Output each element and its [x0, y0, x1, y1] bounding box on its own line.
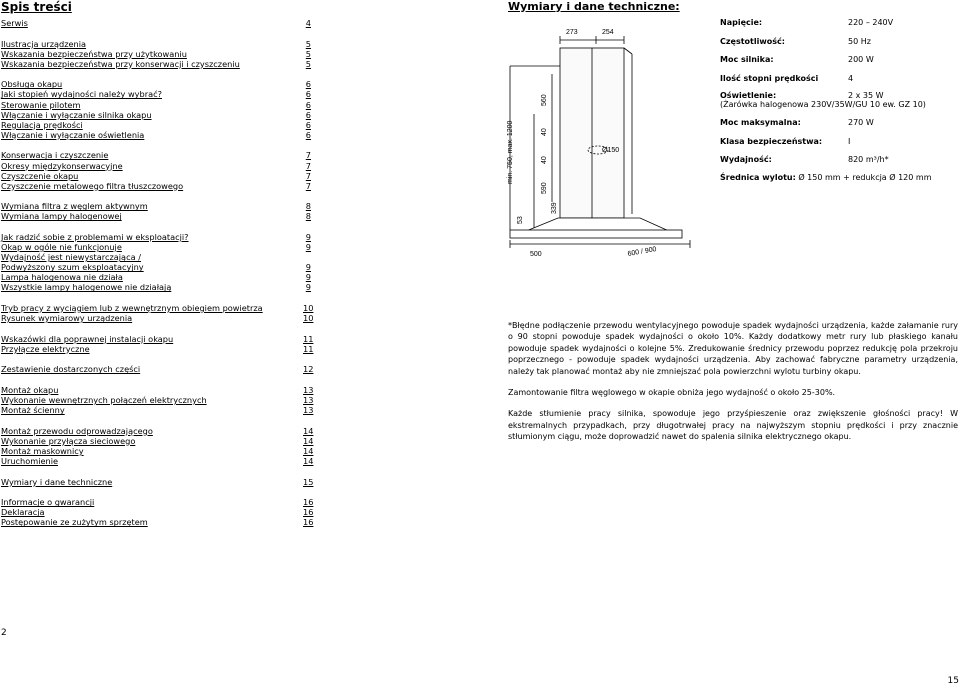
spec-motor-label: Moc silnika: — [720, 55, 774, 64]
dim-600-900: 600 / 900 — [627, 246, 658, 258]
toc-entry-label: Wydajność jest niewystarczająca / — [1, 252, 141, 263]
toc-entry-label: Uruchomienie — [1, 456, 59, 467]
spec-frequency — [720, 37, 871, 46]
spec-outlet-value: Ø 150 mm + redukcja Ø 120 mm — [798, 173, 932, 182]
dim-40-bottom: 40 — [541, 156, 548, 164]
dim-40-top: 40 — [541, 128, 548, 136]
toc-entry-page: 13 — [303, 385, 314, 396]
spec-speeds-label: Ilość stopni prędkości — [720, 74, 819, 83]
spec-speeds-value: 4 — [848, 74, 854, 83]
toc-entry-page: 9 — [305, 272, 311, 283]
toc-entry[interactable] — [1, 364, 314, 375]
toc-entry[interactable] — [1, 343, 314, 354]
toc-entry-label: Włączanie i wyłączanie oświetlenia — [1, 129, 145, 140]
toc-entry-label: Wymiana filtra z węglem aktywnym — [1, 201, 148, 212]
toc-entry-page: 15 — [303, 476, 314, 487]
spec-max-power-label: Moc maksymalna: — [720, 118, 801, 127]
toc-entry-page: 14 — [303, 435, 314, 446]
toc-entry-label: Wszystkie lampy halogenowe nie działają — [1, 282, 172, 293]
toc-entry-label: Wykonanie wewnętrznych połączeń elektrycznych — [1, 395, 207, 406]
toc-entry-label: Obsługa okapu — [1, 79, 63, 90]
toc-entry[interactable] — [1, 181, 311, 191]
toc-entry-page: 16 — [303, 517, 314, 528]
toc-entry-label: Okresy międzykonserwacyjne — [1, 160, 123, 171]
spec-lighting-note — [720, 100, 926, 109]
toc-entry-page: 6 — [305, 119, 311, 130]
toc-entry[interactable] — [1, 120, 311, 130]
toc-entry[interactable] — [1, 517, 314, 528]
toc-entry-page: 6 — [305, 79, 311, 90]
toc-entry-label: Włączanie i wyłączanie silnika okapu — [1, 109, 152, 120]
toc-entry[interactable] — [1, 161, 311, 171]
dim-phi150: Ø150 — [602, 147, 620, 154]
toc-entry[interactable] — [1, 130, 311, 140]
toc-entry-page: 9 — [305, 262, 311, 273]
spec-output — [720, 155, 889, 164]
toc-entry-label: Montaż okapu — [1, 385, 59, 396]
toc-entry-label: Konserwacja i czyszczenie — [1, 150, 109, 161]
spec-lighting-label: Oświetlenie: — [720, 91, 777, 100]
spec-output-value: 820 m³/h* — [848, 155, 889, 164]
dim-500: 500 — [530, 251, 542, 258]
toc-entry[interactable] — [1, 313, 314, 324]
spec-output-label: Wydajność: — [720, 155, 772, 164]
toc-title: Spis treści — [1, 0, 72, 14]
toc-entry-page: 10 — [303, 313, 314, 324]
toc-entry-label: Jak radzić sobie z problemami w eksploatacji? — [1, 232, 189, 242]
toc-entry[interactable] — [1, 150, 311, 160]
note-paragraph: Zamontowanie filtra węglowego w okapie obniża jego wydajność o około 25-30%. — [508, 388, 836, 398]
toc-entry-label: Deklaracja — [1, 507, 45, 518]
toc-entry-page: 5 — [305, 38, 311, 49]
toc-entry-label: Wskazania bezpieczeństwa przy użytkowaniu — [1, 48, 187, 59]
toc-entry[interactable] — [1, 385, 314, 396]
toc-entry-label: Wykonanie przyłącza sieciowego — [1, 435, 136, 446]
spec-outlet-label: Średnica wylotu: — [720, 173, 796, 182]
toc-entry-page: 9 — [305, 282, 311, 293]
toc-entry-page: 9 — [305, 242, 311, 253]
spec-max-power-value: 270 W — [848, 118, 874, 127]
toc-entry-page: 12 — [303, 364, 314, 375]
toc-entry-page: 16 — [303, 507, 314, 518]
toc-entry-label: Wskazówki dla poprawnej instalacji okapu — [1, 333, 174, 344]
toc-entry-page: 11 — [303, 333, 314, 344]
toc-entry-label: Montaż ścienny — [1, 405, 65, 416]
toc-entry[interactable] — [1, 405, 314, 416]
toc-entry-page: 5 — [305, 48, 311, 59]
toc-entry-label: Czyszczenie okapu — [1, 170, 79, 181]
toc-entry-page: 14 — [303, 446, 314, 456]
spec-lighting — [720, 91, 884, 100]
page-number-right: 15 — [947, 676, 959, 686]
toc-entry[interactable] — [1, 201, 311, 211]
toc-entry-page: 14 — [303, 456, 314, 467]
dim-560: 560 — [541, 94, 548, 106]
dim-273: 273 — [566, 29, 578, 36]
toc-entry-page: 13 — [303, 405, 314, 416]
toc-entry[interactable] — [1, 262, 311, 272]
toc-entry[interactable] — [1, 333, 314, 344]
spec-motor-value: 200 W — [848, 55, 874, 64]
spec-frequency-value: 50 Hz — [848, 37, 871, 46]
toc-entry-label: Wymiary i dane techniczne — [1, 476, 113, 487]
toc-entry-label: Montaż maskownicy — [1, 446, 84, 456]
toc-entry-page: 7 — [305, 180, 311, 191]
spec-safety-class-value: I — [848, 137, 851, 146]
notes-section — [508, 320, 958, 453]
toc-entry-page: 6 — [305, 99, 311, 110]
dim-254: 254 — [602, 29, 614, 36]
toc-entry-label: Okap w ogóle nie funkcjonuje — [1, 242, 122, 253]
toc-entry-label: Podwyższony szum eksploatacyjny — [1, 262, 144, 273]
toc-entry-label: Rysunek wymiarowy urządzenia — [1, 313, 133, 324]
toc-entry[interactable] — [1, 232, 311, 242]
dim-min-max: min. 750, max. 1200 — [507, 120, 514, 184]
spec-safety-class-label: Klasa bezpieczeństwa: — [720, 137, 823, 146]
toc-entry[interactable] — [1, 507, 314, 518]
table-of-contents — [1, 18, 314, 528]
toc-entry[interactable] — [1, 446, 314, 456]
hood-dimension-diagram — [500, 14, 700, 259]
note-paragraph: Każde stłumienie pracy silnika, spowoduje jego przyśpieszenie oraz zwiększenie głośności pracy! W ekstremalnych przypadkach, przy długotrwałej pracy na najwyższym stopniu prędkości i przy znacznie stłumionym ciągu, może doprowadzić nawet do spalenia silnika elektrycznego okapu. — [508, 409, 958, 442]
toc-entry-label: Wskazania bezpieczeństwa przy konserwacji i czyszczeniu — [1, 58, 240, 69]
spec-voltage-value: 220 – 240V — [848, 18, 894, 27]
toc-entry-page: 7 — [305, 160, 311, 171]
toc-entry-page: 16 — [303, 497, 314, 508]
spec-outlet — [720, 173, 932, 182]
toc-entry[interactable] — [1, 18, 311, 28]
toc-entry[interactable] — [1, 497, 314, 508]
spec-speeds — [720, 74, 854, 83]
toc-entry-label: Przyłącze elektryczne — [1, 343, 90, 354]
toc-entry[interactable] — [1, 59, 311, 69]
toc-entry-page: 4 — [305, 18, 311, 28]
dim-590: 590 — [541, 182, 548, 194]
page-number-left: 2 — [1, 628, 7, 638]
toc-entry-label: Jaki stopień wydajności należy wybrać? — [1, 89, 162, 100]
section-title: Wymiary i dane techniczne: — [508, 0, 680, 13]
toc-entry[interactable] — [1, 252, 311, 262]
spec-voltage-label: Napięcie: — [720, 18, 763, 27]
toc-entry-label: Czyszczenie metalowego filtra tłuszczowego — [1, 180, 184, 191]
toc-entry[interactable] — [1, 49, 311, 59]
toc-entry-page: 8 — [305, 211, 311, 222]
toc-entry-label: Wymiana lampy halogenowej — [1, 211, 122, 222]
toc-entry[interactable] — [1, 242, 311, 252]
toc-entry-label: Tryb pracy z wyciągiem lub z wewnętrznym obiegiem powietrza — [1, 303, 263, 314]
toc-entry[interactable] — [1, 395, 314, 406]
toc-entry-label: Serwis — [1, 18, 28, 28]
toc-entry-page — [303, 252, 311, 262]
toc-entry-page: 8 — [305, 201, 311, 212]
toc-entry-label: Regulacja prędkości — [1, 119, 83, 130]
spec-frequency-label: Częstotliwość: — [720, 37, 785, 46]
dim-53: 53 — [517, 216, 524, 224]
toc-entry[interactable] — [1, 303, 314, 314]
toc-entry[interactable] — [1, 476, 314, 487]
spec-safety-class — [720, 137, 851, 146]
toc-entry-label: Lampa halogenowa nie działa — [1, 272, 123, 283]
toc-entry-page: 6 — [305, 109, 311, 120]
spec-motor — [720, 55, 874, 64]
note-paragraph: *Błędne podłączenie przewodu wentylacyjnego powoduje spadek wydajności urządzenia, każde załamanie rury o 90 stopni powoduje spadek wydajności o około 10%. Każdy dodatkowy metr rury lub płaskiego kanału powoduje spadek wydajności o kolejne 5%. Zredukowanie średnicy przewodu poprzez redukcję pola przekroju poprzecznego - powoduje spadek wydajności urządzenia. Aby zachować fabryczne parametry urządzenia, należy tak planować montaż aby nie zmniejszać pola powierzchni wylotu turbiny okapu. — [508, 321, 958, 376]
spec-lighting-value: 2 x 35 W — [848, 91, 884, 100]
toc-entry-label: Informacje o gwarancji — [1, 497, 95, 508]
toc-entry[interactable] — [1, 79, 311, 89]
toc-entry-label: Zestawienie dostarczonych części — [1, 364, 141, 375]
toc-entry[interactable] — [1, 39, 311, 49]
toc-entry-page: 7 — [305, 170, 311, 181]
toc-entry-label: Montaż przewodu odprowadzającego — [1, 425, 153, 436]
toc-entry[interactable] — [1, 282, 311, 292]
spec-lighting-note-text: (Żarówka halogenowa 230V/35W/GU 10 ew. GZ 10) — [720, 100, 926, 109]
toc-entry-page: 6 — [305, 89, 311, 100]
toc-entry-page: 7 — [305, 150, 311, 161]
toc-entry[interactable] — [1, 110, 311, 120]
toc-entry[interactable] — [1, 435, 314, 446]
toc-entry[interactable] — [1, 89, 311, 99]
toc-entry-page: 13 — [303, 395, 314, 406]
toc-entry-page: 5 — [305, 58, 311, 69]
toc-entry[interactable] — [1, 456, 314, 467]
toc-entry-page: 11 — [303, 343, 314, 354]
spec-voltage — [720, 18, 894, 27]
toc-entry[interactable] — [1, 171, 311, 181]
toc-entry-page: 6 — [305, 129, 311, 140]
toc-entry-label: Sterowanie pilotem — [1, 99, 81, 110]
spec-max-power — [720, 118, 874, 127]
toc-entry-page: 10 — [303, 303, 314, 314]
toc-entry[interactable] — [1, 425, 314, 436]
toc-entry[interactable] — [1, 272, 311, 282]
toc-entry-label: Ilustracja urządzenia — [1, 38, 87, 49]
toc-entry-label: Postępowanie ze zużytym sprzętem — [1, 517, 148, 528]
toc-entry-page: 14 — [303, 425, 314, 436]
toc-entry[interactable] — [1, 211, 311, 221]
dim-339: 339 — [551, 202, 558, 214]
toc-entry[interactable] — [1, 100, 311, 110]
toc-entry-page: 9 — [305, 232, 311, 242]
